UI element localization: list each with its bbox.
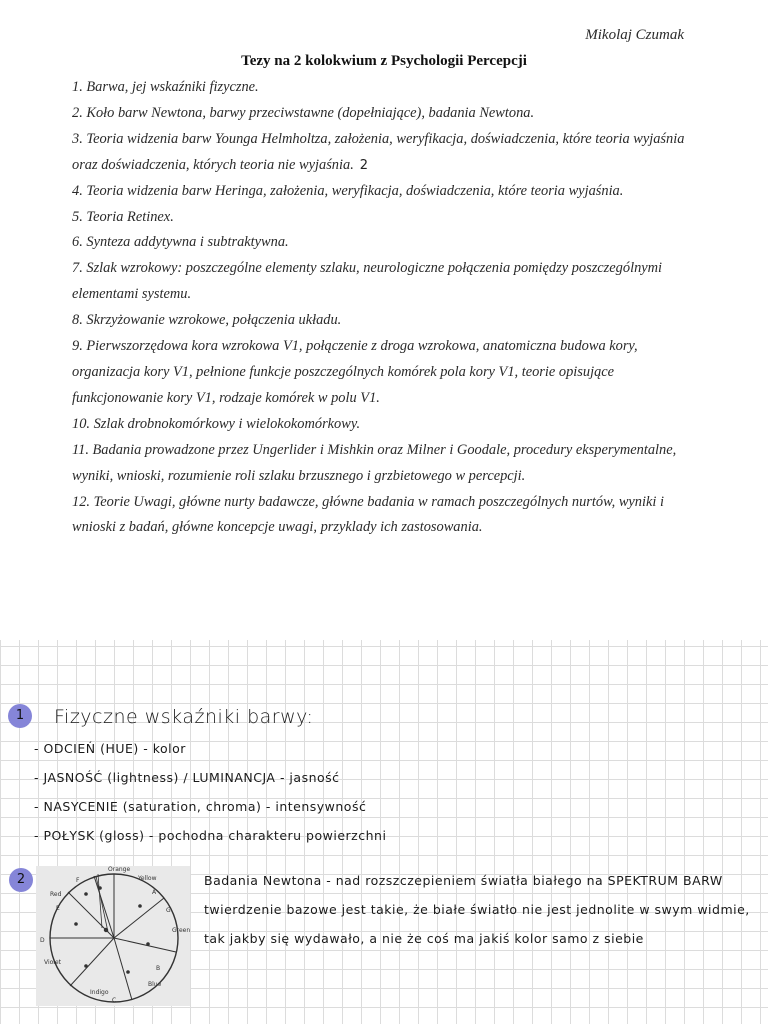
section-1-item-saturation: - NASYCENIE (saturation, chroma) - intensywność (34, 799, 367, 814)
section-2-line-1: Badania Newtona - nad rozszczepieniem światła białego na SPEKTRUM BARW (204, 873, 723, 888)
section-2-line-2: twierdzenie bazowe jest takie, że białe światło nie jest jednolite w swym widmie, tak jakby się wydawało, a nie że coś ma jakiś kolor samo z siebie (204, 902, 750, 946)
wheel-label-a: A (152, 889, 157, 896)
section-1-item-gloss: - POŁYSK (gloss) - pochodna charakteru powierzchni (34, 828, 387, 843)
thesis-3 (72, 127, 692, 179)
thesis-1: 1. Barwa, jej wskaźniki fizyczne. (72, 79, 259, 95)
section-2-notes (204, 866, 754, 953)
thesis-11: 11. Badania prowadzone przez Ungerlider i Mishkin oraz Milner i Goodale, procedury eksperymentalne, wyniki, wnioski, rozumienie roli szlaku brzusznego i grzbietowego w percepcji. (72, 441, 677, 484)
wheel-label-red: Red (50, 891, 62, 898)
theses-list (72, 75, 692, 541)
wheel-label-f: F (76, 877, 80, 884)
section-1-badge: 1 (8, 704, 32, 728)
thesis-2: 2. Koło barw Newtona, barwy przeciwstawne (dopełniające), badania Newtona. (72, 104, 535, 121)
wheel-label-g: G (166, 907, 171, 914)
wheel-label-violet: Violet (44, 959, 62, 966)
thesis-3-text: 3. Teoria widzenia barw Younga Helmholtza, założenia, weryfikacja, doświadczenia, które teoria wyjaśnia oraz doświadczenia, których teoria nie wyjaśnia. (72, 130, 685, 173)
section-2-badge: 2 (9, 868, 33, 892)
thesis-3-handnote: 2 (359, 157, 369, 173)
thesis-12: 12. Teorie Uwagi, główne nurty badawcze, główne badania w ramach poszczególnych nurtów, wyniki i wnioski z badań, główne koncepcje uwagi, przyklady ich zastosowania. (72, 493, 664, 536)
wheel-label-green: Green (172, 927, 190, 934)
wheel-label-orange: Orange (108, 866, 131, 873)
thesis-5: 5. Teoria Retinex. (72, 208, 174, 225)
thesis-9: 9. Pierwszorzędowa kora wzrokowa V1, połączenie z droga wzrokowa, anatomiczna budowa kory, organizacja kory V1, pełnione funkcje poszczególnych komórek pola kory V1, teorie opisujące funkcjonowanie kory V1, rodzaje komórek w polu V1. (72, 338, 638, 406)
wheel-label-d: D (40, 937, 45, 944)
thesis-8: 8. Skrzyżowanie wzrokowe, połączenia układu. (72, 312, 342, 329)
thesis-7: 7. Szlak wzrokowy: poszczególne elementy szlaku, neurologiczne połączenia pomiędzy poszczególnymi elementami systemu. (72, 260, 663, 303)
wheel-label-c: C (112, 997, 117, 1004)
wheel-label-yellow: Yellow (138, 875, 157, 882)
document-title: Tezy na 2 kolokwium z Psychologii Percepcji (241, 53, 527, 69)
thesis-4: 4. Teoria widzenia barw Heringa, założenia, weryfikacja, doświadczenia, które teoria wyjaśnia. (72, 182, 624, 199)
color-wheel-drawing (36, 866, 190, 1006)
wheel-label-blue: Blue (148, 981, 162, 988)
wheel-label-e: E (56, 905, 60, 912)
newton-color-wheel (36, 866, 190, 1006)
section-1-item-hue: - ODCIEŃ (HUE) - kolor (34, 741, 186, 756)
section-1-item-lightness: - JASNOŚĆ (lightness) / LUMINANCJA - jasność (34, 770, 340, 785)
thesis-10: 10. Szlak drobnokomórkowy i wielokokomórkowy. (72, 415, 361, 432)
thesis-6: 6. Synteza addytywna i subtraktywna. (72, 234, 289, 251)
section-1-title: Fizyczne wskaźniki barwy: (54, 706, 314, 728)
author-name: Mikolaj Czumak (585, 27, 684, 43)
wheel-label-indigo: Indigo (90, 989, 109, 996)
wheel-label-b: B (156, 965, 161, 972)
